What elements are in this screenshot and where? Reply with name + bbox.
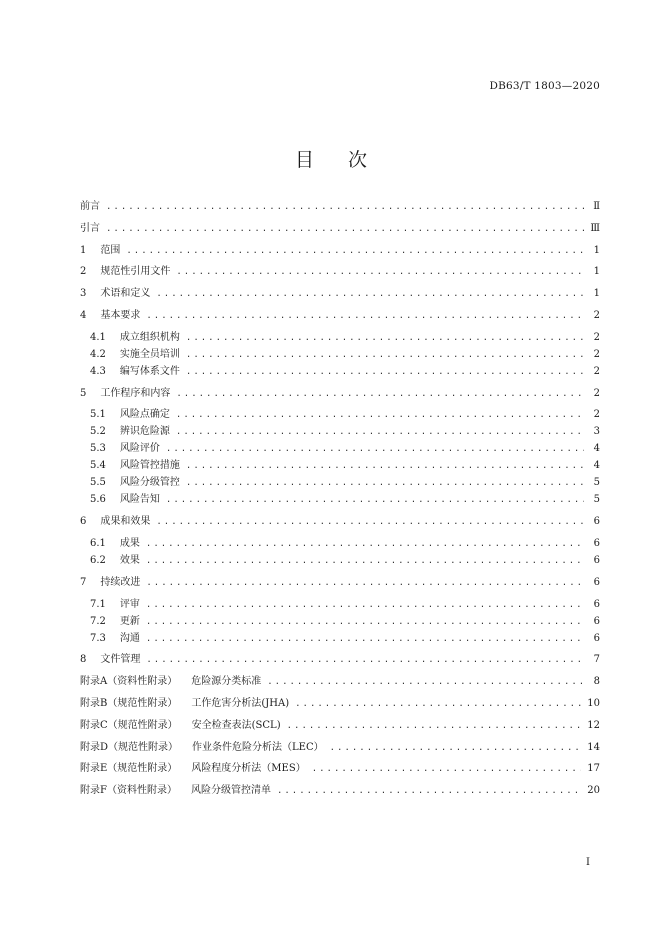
dot-leader xyxy=(186,458,584,474)
toc-entry-label xyxy=(90,552,140,569)
toc-entry-label xyxy=(90,613,140,630)
toc-entry-page: 6 xyxy=(593,516,600,528)
toc-entry-number: 5.1 xyxy=(90,409,106,421)
toc-entry-title: 风险分级管控清单 xyxy=(190,785,271,797)
toc-entry[interactable] xyxy=(80,513,600,530)
toc-entry-page: Ⅲ xyxy=(590,222,600,234)
dot-leader xyxy=(176,424,584,440)
toc-entry-label xyxy=(80,574,140,591)
toc-entry[interactable] xyxy=(80,782,600,799)
toc-entry-label xyxy=(80,782,271,799)
toc-entry-page: 4 xyxy=(593,460,600,472)
toc-appendix-id: 附录D（规范性附录） xyxy=(80,741,179,753)
toc-entry-label xyxy=(90,630,140,647)
dot-leader xyxy=(186,330,584,346)
toc-entry[interactable] xyxy=(80,673,600,690)
toc-entry-page: 6 xyxy=(593,537,600,549)
dot-leader xyxy=(267,674,584,690)
toc-entry-page: 5 xyxy=(593,477,600,489)
dot-leader xyxy=(146,652,584,668)
toc-entry-page: 2 xyxy=(593,331,600,343)
toc-entry-label xyxy=(80,760,306,777)
toc-entry-title: 危险源分类标准 xyxy=(191,676,262,688)
toc-entry[interactable] xyxy=(80,329,600,346)
dot-leader xyxy=(176,407,584,423)
toc-entry-title: 评审 xyxy=(119,598,140,610)
dot-leader xyxy=(176,264,584,280)
toc-entry-page: 7 xyxy=(593,654,600,666)
toc-entry[interactable] xyxy=(80,651,600,668)
toc-entry-title: 沟通 xyxy=(119,632,140,644)
toc-entry[interactable] xyxy=(80,552,600,569)
toc-entry-title: 作业条件危险分析法（LEC） xyxy=(192,741,324,753)
toc-entry[interactable] xyxy=(80,307,600,324)
toc-entry[interactable] xyxy=(80,739,600,756)
page-title: 目 次 xyxy=(294,149,382,171)
toc-entry-title: 前言 xyxy=(80,201,100,212)
toc-entry-label xyxy=(80,673,261,690)
toc-entry-title: 引言 xyxy=(80,222,100,234)
dot-leader xyxy=(146,536,584,552)
toc-entry[interactable] xyxy=(80,346,600,363)
dot-leader xyxy=(312,761,582,777)
toc-entry-page: 6 xyxy=(593,615,600,627)
toc-entry-page: 2 xyxy=(593,348,600,360)
document-code: DB63/T 1803—2020 xyxy=(489,80,600,92)
toc-entry[interactable] xyxy=(80,440,600,457)
toc-entry-label xyxy=(90,329,180,346)
toc-entry-page: 1 xyxy=(593,266,600,278)
dot-leader xyxy=(146,631,584,647)
toc-entry-page: 1 xyxy=(593,244,600,256)
toc-entry-label xyxy=(80,220,100,237)
toc-entry[interactable] xyxy=(80,474,600,491)
toc-entry-title: 工作危害分析法(JHA) xyxy=(191,697,290,709)
toc-entry[interactable] xyxy=(80,198,600,215)
toc-entry-title: 术语和定义 xyxy=(100,288,151,300)
toc-entry-page: 12 xyxy=(587,719,600,731)
dot-leader xyxy=(186,347,584,363)
toc-entry-label xyxy=(80,385,170,402)
toc-entry-number: 5.2 xyxy=(90,426,106,438)
toc-entry-number: 2 xyxy=(80,266,87,278)
toc-entry-title: 规范性引用文件 xyxy=(100,266,171,278)
toc-entry-number: 6 xyxy=(80,516,87,528)
dot-leader xyxy=(106,199,584,215)
toc-entry-number: 4.3 xyxy=(90,365,106,377)
toc-entry-page: 6 xyxy=(593,598,600,610)
toc-entry[interactable] xyxy=(80,263,600,280)
toc-entry-number: 5 xyxy=(80,387,87,399)
toc-entry[interactable] xyxy=(80,385,600,402)
dot-leader xyxy=(330,740,582,756)
toc-appendix-id: 附录A（资料性附录） xyxy=(80,676,178,688)
toc-entry-number: 7.2 xyxy=(90,615,106,627)
toc-entry-page: 4 xyxy=(593,443,600,455)
dot-leader xyxy=(126,243,584,259)
toc-entry-page: 6 xyxy=(593,632,600,644)
toc-entry[interactable] xyxy=(80,695,600,712)
toc-entry-page: 2 xyxy=(593,309,600,321)
toc-entry-page: 2 xyxy=(593,409,600,421)
toc-entry-page: 10 xyxy=(587,697,600,709)
toc-entry[interactable] xyxy=(80,491,600,508)
toc-entry[interactable] xyxy=(80,630,600,647)
toc-entry-title: 基本要求 xyxy=(100,309,141,321)
toc-entry-label xyxy=(80,285,150,302)
toc-entry[interactable] xyxy=(80,423,600,440)
toc-entry-page: 3 xyxy=(593,426,600,438)
toc-entry-page: 8 xyxy=(593,676,600,688)
toc-entry-title: 持续改进 xyxy=(100,576,141,588)
toc-entry-title: 辨识危险源 xyxy=(119,426,170,438)
toc-entry-page: 1 xyxy=(593,288,600,300)
toc-entry-label xyxy=(90,440,160,457)
table-of-contents xyxy=(80,198,600,799)
dot-leader xyxy=(166,492,584,508)
toc-entry-page: 5 xyxy=(593,494,600,506)
toc-entry-label xyxy=(90,596,140,613)
toc-entry[interactable] xyxy=(80,406,600,423)
toc-entry[interactable] xyxy=(80,457,600,474)
toc-entry-title: 范围 xyxy=(100,244,121,256)
toc-entry-title: 风险点确定 xyxy=(119,409,170,421)
toc-appendix-id: 附录C（规范性附录） xyxy=(80,719,178,731)
toc-entry-page: 6 xyxy=(593,554,600,566)
toc-entry-page: 2 xyxy=(593,365,600,377)
toc-entry-number: 4.1 xyxy=(90,331,106,343)
toc-entry-label xyxy=(90,474,180,491)
toc-entry-number: 6.1 xyxy=(90,537,106,549)
toc-entry-label xyxy=(90,423,170,440)
toc-entry-title: 安全检查表法(SCL) xyxy=(191,719,281,731)
dot-leader xyxy=(295,696,581,712)
toc-entry-number: 5.4 xyxy=(90,460,106,472)
toc-entry-title: 风险分级管控 xyxy=(119,477,180,489)
toc-entry-number: 6.2 xyxy=(90,554,106,566)
toc-entry-title: 风险程度分析法（MES） xyxy=(191,763,306,775)
toc-entry-title: 风险告知 xyxy=(119,494,160,506)
toc-entry-number: 7.1 xyxy=(90,598,106,610)
dot-leader xyxy=(186,364,584,380)
toc-entry-title: 编写体系文件 xyxy=(119,365,180,377)
toc-entry-title: 成果和效果 xyxy=(100,516,151,528)
toc-entry-label xyxy=(90,491,160,508)
toc-entry-page: 14 xyxy=(587,741,600,753)
toc-entry-page: Ⅱ xyxy=(593,201,600,212)
toc-entry-page: 6 xyxy=(593,576,600,588)
toc-entry-number: 5.6 xyxy=(90,494,106,506)
toc-entry-title: 实施全员培训 xyxy=(119,348,180,360)
dot-leader xyxy=(287,718,582,734)
dot-leader xyxy=(176,386,584,402)
toc-entry-label xyxy=(90,406,170,423)
toc-entry-number: 4.2 xyxy=(90,348,106,360)
dot-leader xyxy=(146,597,584,613)
toc-entry-label xyxy=(80,695,289,712)
dot-leader xyxy=(166,441,584,457)
toc-entry-page: 2 xyxy=(593,387,600,399)
toc-appendix-id: 附录B（规范性附录） xyxy=(80,697,178,709)
toc-entry-label xyxy=(90,457,180,474)
dot-leader xyxy=(186,475,584,491)
toc-entry-number: 3 xyxy=(80,288,87,300)
toc-entry-label xyxy=(80,307,140,324)
toc-entry-label xyxy=(80,263,170,280)
dot-leader xyxy=(277,783,581,799)
dot-leader xyxy=(156,286,584,302)
toc-entry-number: 5.3 xyxy=(90,443,106,455)
toc-entry-title: 文件管理 xyxy=(100,654,141,666)
toc-entry-label xyxy=(90,363,180,380)
toc-entry-number: 1 xyxy=(80,244,87,256)
toc-entry-label xyxy=(80,717,281,734)
toc-entry-page: 20 xyxy=(587,785,600,797)
toc-appendix-id: 附录F（资料性附录） xyxy=(80,785,177,797)
toc-entry-number: 7.3 xyxy=(90,632,106,644)
toc-entry-label xyxy=(90,535,140,552)
toc-entry-title: 更新 xyxy=(119,615,140,627)
toc-entry[interactable] xyxy=(80,285,600,302)
toc-entry-title: 成立组织机构 xyxy=(119,331,180,343)
toc-entry-label xyxy=(80,198,100,215)
toc-entry[interactable] xyxy=(80,760,600,777)
toc-entry-number: 5.5 xyxy=(90,477,106,489)
page-number: I xyxy=(586,857,590,868)
dot-leader xyxy=(146,308,584,324)
toc-entry-title: 效果 xyxy=(119,554,140,566)
toc-entry[interactable] xyxy=(80,535,600,552)
toc-entry-number: 7 xyxy=(80,576,87,588)
toc-entry-title: 风险评价 xyxy=(119,443,160,455)
dot-leader xyxy=(146,614,584,630)
toc-entry-label xyxy=(80,242,120,259)
toc-entry[interactable] xyxy=(80,220,600,237)
toc-entry-label xyxy=(80,651,140,668)
toc-entry-number: 4 xyxy=(80,309,87,321)
dot-leader xyxy=(156,514,584,530)
dot-leader xyxy=(146,553,584,569)
toc-appendix-id: 附录E（规范性附录） xyxy=(80,763,178,775)
toc-entry-label xyxy=(80,739,324,756)
toc-entry-page: 17 xyxy=(587,763,600,775)
toc-entry[interactable] xyxy=(80,363,600,380)
toc-entry[interactable] xyxy=(80,596,600,613)
toc-entry-number: 8 xyxy=(80,654,87,666)
toc-entry[interactable] xyxy=(80,717,600,734)
toc-entry-title: 成果 xyxy=(119,537,140,549)
toc-entry[interactable] xyxy=(80,613,600,630)
toc-entry-label xyxy=(80,513,150,530)
toc-entry[interactable] xyxy=(80,242,600,259)
dot-leader xyxy=(106,221,584,237)
dot-leader xyxy=(146,575,584,591)
toc-entry[interactable] xyxy=(80,574,600,591)
toc-entry-label xyxy=(90,346,180,363)
toc-entry-title: 风险管控措施 xyxy=(119,460,180,472)
toc-entry-title: 工作程序和内容 xyxy=(100,387,171,399)
